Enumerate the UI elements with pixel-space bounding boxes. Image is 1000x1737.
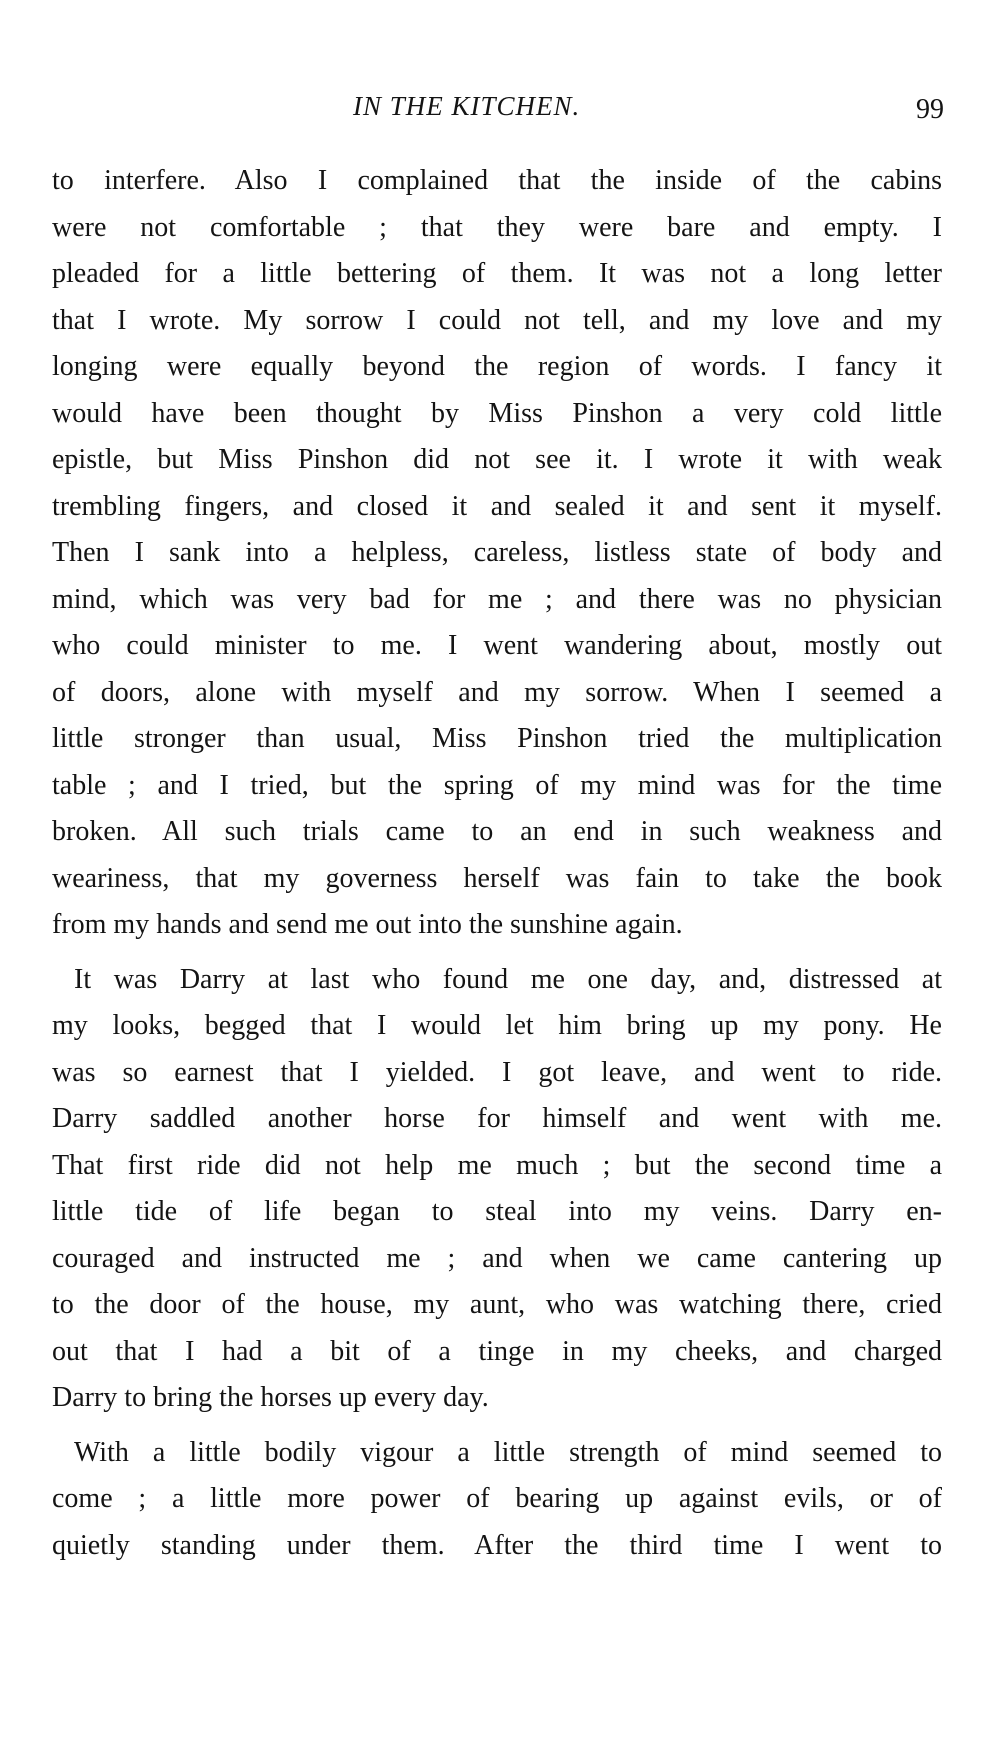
text-line: quietly standing under them. After the third time I went to	[52, 1529, 942, 1561]
text-line: out that I had a bit of a tinge in my cheeks, and charged	[52, 1335, 942, 1367]
text-line: that I wrote. My sorrow I could not tell, and my love and my	[52, 304, 942, 336]
text-line: broken. All such trials came to an end in such weakness and	[52, 816, 942, 847]
body-text	[52, 158, 942, 1569]
text-line: Darry to bring the horses up every day.	[52, 1382, 489, 1413]
text-line: little stronger than usual, Miss Pinshon tried the multiplication	[52, 723, 942, 754]
text-line: mind, which was very bad for me ; and there was no physician	[52, 583, 942, 615]
text-line: couraged and instructed me ; and when we came cantering up	[52, 1242, 942, 1274]
text-line: pleaded for a little bettering of them. It was not a long letter	[52, 258, 942, 289]
text-line: who could minister to me. I went wandering about, mostly out	[52, 630, 942, 661]
text-line: trembling fingers, and closed it and sealed it and sent it myself.	[52, 490, 942, 522]
paragraph-gap	[52, 1422, 942, 1430]
text-line: from my hands and send me out into the sunshine again.	[52, 909, 683, 940]
text-line: With a little bodily vigour a little strength of mind seemed to	[74, 1436, 942, 1468]
text-line: weariness, that my governess herself was fain to take the book	[52, 862, 942, 894]
text-line: table ; and I tried, but the spring of my mind was for the time	[52, 769, 942, 801]
text-line: come ; a little more power of bearing up against evils, or of	[52, 1483, 942, 1514]
text-line: was so earnest that I yielded. I got leave, and went to ride.	[52, 1056, 942, 1088]
paragraph	[52, 1430, 942, 1570]
text-line: Then I sank into a helpless, careless, listless state of body and	[52, 537, 942, 568]
text-line: to interfere. Also I complained that the inside of the cabins	[52, 165, 942, 196]
paragraph	[52, 158, 942, 949]
text-line: little tide of life began to steal into my veins. Darry en-	[52, 1196, 942, 1227]
text-line: It was Darry at last who found me one day, and, distressed at	[74, 963, 942, 995]
running-header	[0, 86, 1000, 126]
text-line: That first ride did not help me much ; but the second time a	[52, 1149, 942, 1181]
text-line: would have been thought by Miss Pinshon a very cold little	[52, 397, 942, 429]
running-title: IN THE KITCHEN.	[353, 91, 581, 121]
text-line: epistle, but Miss Pinshon did not see it. I wrote it with weak	[52, 444, 942, 475]
text-line: were not comfortable ; that they were bare and empty. I	[52, 211, 942, 243]
paragraph	[52, 957, 942, 1422]
text-line: Darry saddled another horse for himself and went with me.	[52, 1103, 942, 1134]
paragraph-gap	[52, 949, 942, 957]
text-line: to the door of the house, my aunt, who was watching there, cried	[52, 1289, 942, 1320]
page-number: 99	[916, 94, 944, 125]
text-line: longing were equally beyond the region of words. I fancy it	[52, 351, 942, 382]
text-line: my looks, begged that I would let him bring up my pony. He	[52, 1010, 942, 1041]
text-line: of doors, alone with myself and my sorrow. When I seemed a	[52, 676, 942, 708]
